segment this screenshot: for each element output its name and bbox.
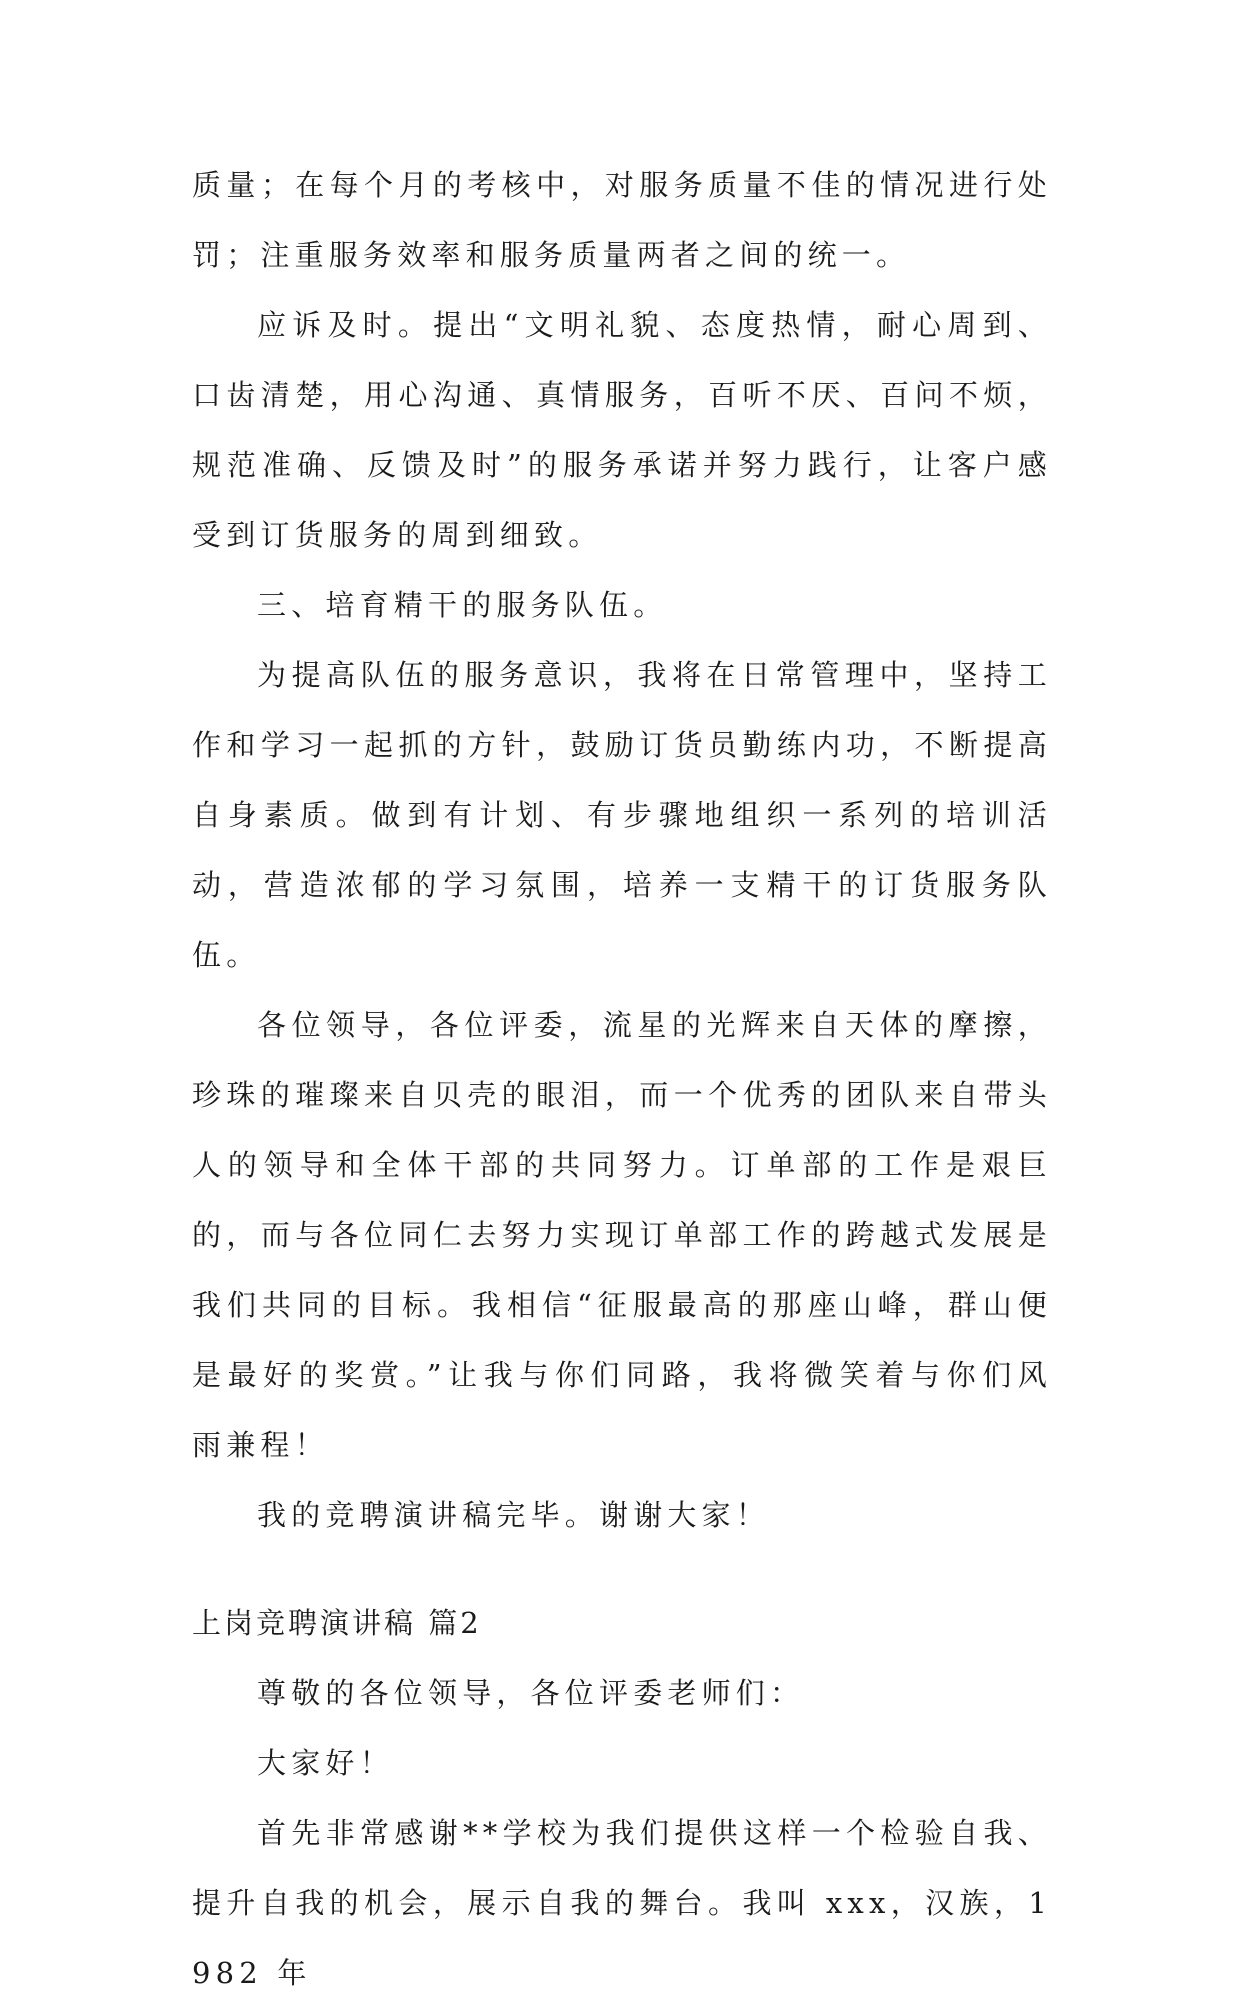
paragraph-closing-remarks: 各位领导，各位评委，流星的光辉来自天体的摩擦，珍珠的璀璨来自贝壳的眼泪，而一个优秀的团队来自带头人的领导和全体干部的共同努力。订单部的工作是艰巨的，而与各位同仁去努力实现订单部工作的跨越式发展是我们共同的目标。我相信“征服最高的那座山峰，群山便是最好的奖赏。”让我与你们同路，我将微笑着与你们风雨兼程！ (192, 1008, 1052, 1462)
paragraph-team-training: 为提高队伍的服务意识，我将在日常管理中，坚持工作和学习一起抓的方针，鼓励订货员勤练内功，不断提高自身素质。做到有计划、有步骤地组织一系列的培训活动，营造浓郁的学习氛围，培养一支精干的订货服务队伍。 (192, 658, 1052, 972)
paragraph-introduction: 首先非常感谢**学校为我们提供这样一个检验自我、提升自我的机会，展示自我的舞台。我叫 xxx，汉族，1982 年 (192, 1816, 1052, 1990)
paragraph-section-three-title: 三、培育精干的服务队伍。 (257, 588, 668, 622)
paragraph-response-timely: 应诉及时。提出“文明礼貌、态度热情，耐心周到、口齿清楚，用心沟通、真情服务，百听不厌、百问不烦，规范准确、反馈及时”的服务承诺并努力践行，让客户感受到订货服务的周到细致。 (192, 308, 1052, 552)
paragraph-greeting: 大家好！ (257, 1746, 394, 1780)
paragraph-service-quality: 质量；在每个月的考核中，对服务质量不佳的情况进行处罚；注重服务效率和服务质量两者之间的统一。 (192, 168, 1052, 272)
paragraph-salutation: 尊敬的各位领导，各位评委老师们： (257, 1676, 805, 1710)
document-body (192, 150, 1052, 2008)
paragraph-thanks: 我的竞聘演讲稿完毕。谢谢大家！ (257, 1498, 771, 1532)
section-heading: 上岗竞聘演讲稿 篇2 (192, 1606, 482, 1640)
